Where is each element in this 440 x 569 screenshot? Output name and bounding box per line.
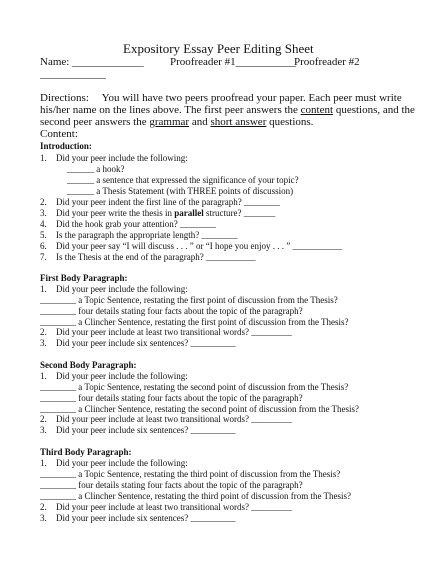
grammar-keyword: grammar <box>149 116 190 128</box>
intro-sub-thesis: ______ a Thesis Statement (with THREE points of discussion) <box>67 186 294 196</box>
directions-label: Directions: <box>40 92 89 104</box>
first-body-sub-details: ________ four details stating four facts about the topic of the paragraph? <box>40 306 303 316</box>
proofreader-2-field: Proofreader #2 <box>294 56 360 68</box>
content-keyword: content <box>300 104 334 116</box>
document-page: Expository Essay Peer Editing Sheet Name: _____________ Proofreader #1___________ Proofreader #2 ____________ Directions: You will have two peers proofread your paper. Each peer must write his/her name on the lines above. The first peer answers the content questions, and the second peer answers the grammar and short answer questions. Content: Introduction: 1. Did your peer include the following: ______ a hook? ______ a sentence that expressed the significance of your topic? ______ a Thesis Statement (with THREE points of discussion) 2. Did your peer indent the first line of the paragraph? ________ 3. Did your peer write the thesis in parallel structure? _______ 4. Did the hook grab your attention? ________ 5. Is the paragraph the appropriate length? ________ 6. Did your peer say “I will discuss . . . ” or “I hope you enjoy . . . ” ___________ 7. Is the Thesis at the end of the paragraph? ___________ First Body Paragraph: 1. Did your peer include the following: ________ a Topic Sentence, restating the first point of discussion from the Thesis? ________ four details stating four facts about the topic of the paragraph? ________ a Clincher Sentence, restating the first point of discussion from the Thesis? 2. Did your peer include at least two transitional words? _________ 3. Did your peer include six sentences? __________ Second Body Paragraph: 1. Did your peer include the following: ________ a Topic Sentence, restating the second point of discussion from the Thesis? ________ four details stating four facts about the topic of the paragraph? ________ a Clincher Sentence, restating the second point of discussion from the Thesis? 2. Did your peer include at least two transitional words? _________ 3. Did your peer include six sentences? __________ Third Body Paragraph: 1. Did your peer include the following: ________ a Topic Sentence, restating the third point of discussion from the Thesis? ________ four details stating four facts about the topic of the paragraph? ________ a Clincher Sentence, restating the third point of discussion from the Thesis? 2. Did your peer include at least two transitional words? _________ 3. Did your peer include six sentences? __________ <box>40 41 415 523</box>
directions-line-1: Directions: You will have two peers proofread your paper. Each peer must write <box>40 92 402 104</box>
first-body-sub-clincher: ________ a Clincher Sentence, restating the first point of discussion from the Thesis? <box>40 317 349 327</box>
content-heading: Content: <box>40 128 78 140</box>
third-body-sub-topic: ________ a Topic Sentence, restating the third point of discussion from the Thesis? <box>40 469 341 479</box>
second-body-heading: Second Body Paragraph: <box>40 360 137 370</box>
proofreader-2-line: ____________ <box>40 68 106 80</box>
third-body-heading: Third Body Paragraph: <box>40 447 132 457</box>
second-body-sub-topic: ________ a Topic Sentence, restating the second point of discussion from the Thesis? <box>40 382 349 392</box>
short-answer-keyword: short answer <box>210 116 267 128</box>
second-body-sub-details: ________ four details stating four facts about the topic of the paragraph? <box>40 393 303 403</box>
first-body-sub-topic: ________ a Topic Sentence, restating the first point of discussion from the Thesis? <box>40 295 338 305</box>
third-body-sub-clincher: ________ a Clincher Sentence, restating the third point of discussion from the Thesis? <box>40 491 352 501</box>
directions-line-3: second peer answers the grammar and short answer questions. <box>40 116 314 128</box>
name-field: Name: _____________ <box>40 56 144 68</box>
intro-sub-hook: ______ a hook? <box>67 164 125 174</box>
intro-sub-significance: ______ a sentence that expressed the significance of your topic? <box>67 175 299 185</box>
third-body-sub-details: ________ four details stating four facts about the topic of the paragraph? <box>40 480 303 490</box>
proofreader-1-field: Proofreader #1___________ <box>170 56 297 68</box>
directions-line-2: his/her name on the lines above. The first peer answers the content questions, and the <box>40 104 415 116</box>
first-body-heading: First Body Paragraph: <box>40 273 128 283</box>
introduction-heading: Introduction: <box>40 141 92 151</box>
page-title: Expository Essay Peer Editing Sheet <box>123 41 314 56</box>
second-body-sub-clincher: ________ a Clincher Sentence, restating the second point of discussion from the Thesis? <box>40 404 360 414</box>
parallel-keyword: parallel <box>174 208 204 218</box>
